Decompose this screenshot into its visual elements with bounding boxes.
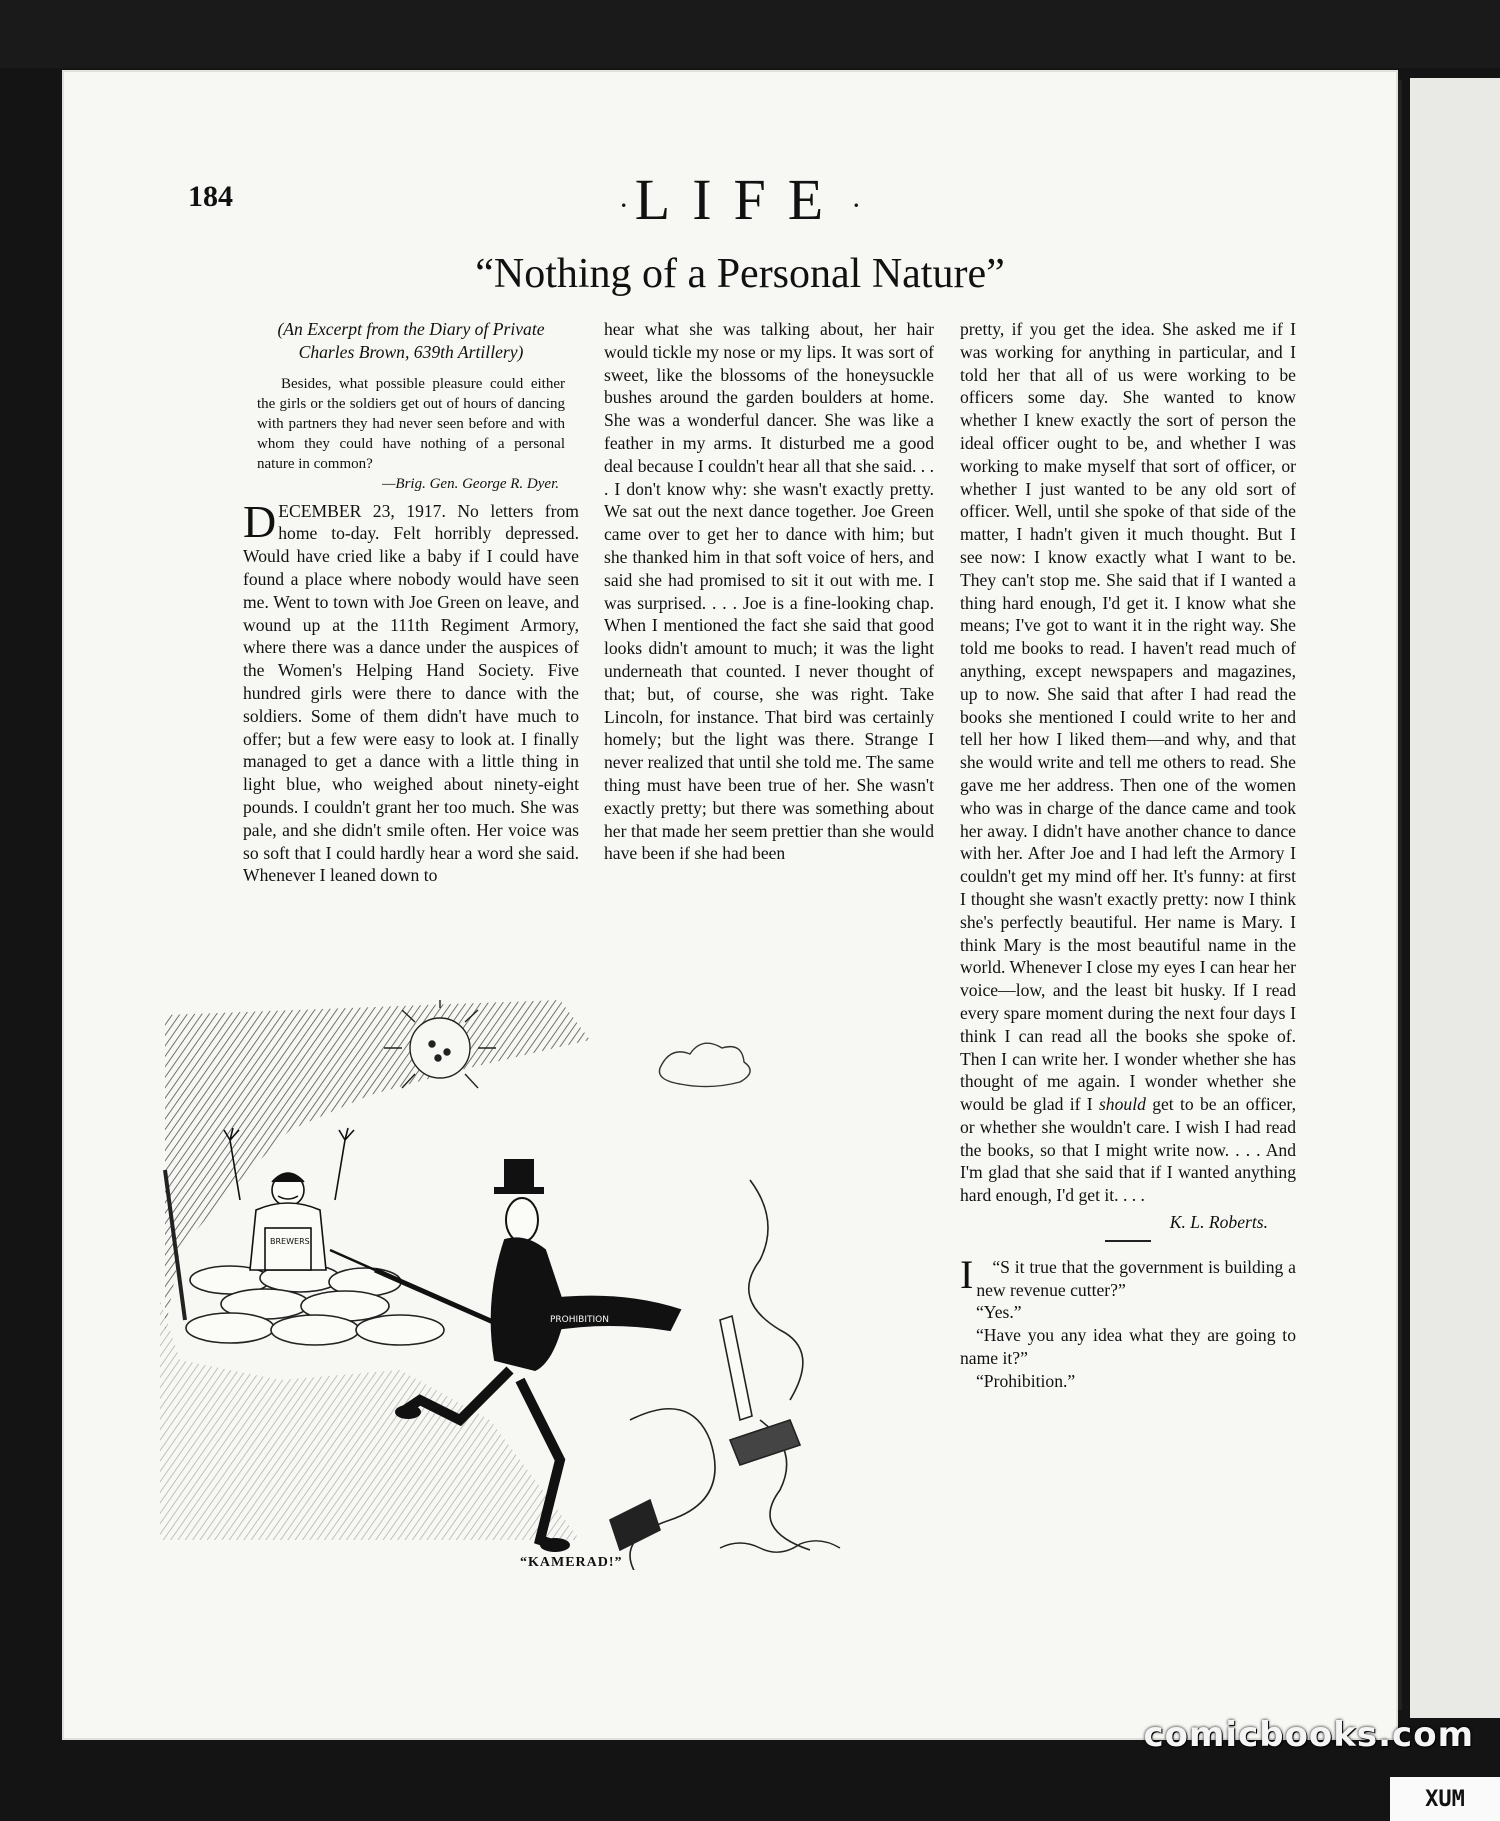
masthead-dot-right: · [851, 188, 862, 222]
joke-open-quote: “ [992, 1256, 1001, 1277]
joke-question-1: S it true that the government is building a new revenue cutter?” [976, 1256, 1296, 1300]
bottle-debris [610, 1180, 810, 1570]
sash-label: PROHIBITION [550, 1315, 609, 1325]
diary-text-3a: pretty, if you get the idea. She asked me if I was working for anything in particular, and I told her that all of us were working to be officers some day. She wanted to know whether I knew exactly the sort of person the ideal officer ought to be, and whether I was working to make myself that sort of officer, or whether I just wanted to be any old sort of officer. Well, until she spoke of that side of the matter, I hadn't given it much thought. But I see now: I know exactly what I want to be. They can't stop me. She said that if I wanted a thing hard enough, I'd get it. I know what she means; I've got to want it in the right way. She told me books to read. I haven't read much of anything, except newspapers and magazines, up to now. She said that after I had read the books she mentioned I could write to her and tell her how I liked them—and why, and that she would write and tell me others to read. She gave me her address. Then one of the women who was in charge of the dance came and took her away. I didn't have another chance to dance with her. After Joe and I had left the Armory I couldn't get my mind off her. It's funny: at first I thought she wasn't exactly pretty: now I think she's perfectly beautiful. Her name is Mary. I think Mary is the most beautiful name in the world. Whenever I close my eyes I can hear her voice—low, and the least bit husky. If I read every spare moment during the next four days I think I can read all the books she spoke of. Then I can write her. I wonder whether she has thought of me again. I wonder whether she would be glad if I [960, 319, 1296, 1115]
next-page-edge [1410, 78, 1500, 1718]
page-spine [1398, 80, 1402, 1710]
page-number: 184 [188, 180, 233, 213]
diary-text-3 [960, 318, 1296, 1207]
joke-block [960, 1251, 1296, 1393]
article-column-3 [960, 318, 1296, 1393]
artist-signature [720, 1541, 840, 1552]
masthead-dot-left: · [618, 188, 629, 222]
author-signature: K. L. Roberts. [1169, 1212, 1268, 1233]
masthead-title: LIFE [634, 167, 846, 232]
joke-drop-cap: I [960, 1251, 974, 1297]
watermark: comicbooks.com [1143, 1715, 1474, 1755]
diary-text-2: hear what she was talking about, her hair would tickle my nose or my lips. It was sort of sweet, like the blossoms of the honeysuckle bushes around the garden boulders at home. She was a wonderful dancer. She was like a feather in my arms. It disturbed me a good deal because I couldn't hear all that she said. . . . I don't know why: she wasn't exactly pretty. We sat out the next dance together. Joe Green came over to get her to dance with him; but she thanked him in that soft voice of hers, and said she had promised to sit it out with me. I was surprised. . . . Joe is a fine-looking chap. When I mentioned the fact she said that good looks didn't amount to much; it was the light underneath that counted. I never thought of that; but, of course, she was right. Take Lincoln, for instance. That bird was certainly homely; but the light was there. Strange I never realized that until she told me. The same thing must have been true of her. She wasn't exactly pretty; but there was something about her that made her seem prettier than she would have been if she had been [604, 319, 934, 864]
article-column-1 [243, 318, 579, 887]
article-headline: “Nothing of a Personal Nature” [475, 251, 1005, 297]
cartoon-caption: “KAMERAD!” [520, 1555, 623, 1570]
epigraph-attribution: —Brig. Gen. George R. Dyer. [382, 475, 559, 492]
divider-rule [1105, 1240, 1151, 1242]
drop-cap: D [243, 495, 277, 547]
joke-line-3: “Have you any idea what they are going to name it?” [960, 1325, 1296, 1369]
corner-tag: XUM [1390, 1777, 1500, 1821]
excerpt-line-2: Charles Brown, 639th Artillery) [298, 341, 524, 362]
diary-entry-part-1 [243, 495, 579, 888]
scan-border-top [0, 0, 1500, 68]
excerpt-heading [243, 318, 579, 364]
joke-line-4: “Prohibition.” [976, 1370, 1076, 1391]
diary-text-1: ECEMBER 23, 1917. No letters from home to-day. Felt horribly depressed. Would have cried like a baby if I could have found a place where nobody would have seen me. Went to town with Joe Green on leave, and wound up at the 111th Regiment Armory, where there was a dance under the auspices of the Women's Helping Hand Society. Five hundred girls were there to dance with the soldiers. Some of them didn't have much to offer; but a few were easy to look at. I finally managed to get a dance with a little thing in light blue, who weighed about ninety-eight pounds. I couldn't grant her too much. She was pale, and she didn't smile often. Her voice was so soft that I could hardly hear a word she said. Whenever I leaned down to [243, 500, 579, 886]
joke-line-1 [960, 1251, 1296, 1302]
article-column-2 [604, 318, 934, 865]
apron-label: BREWERS [270, 1237, 310, 1246]
small-cloud [659, 1043, 750, 1086]
sandbags [186, 1264, 444, 1345]
excerpt-line-1: (An Excerpt from the Diary of Private [277, 319, 545, 339]
diary-text-3b: get to be an officer, or whether she wouldn't care. I wish I had read the books, so that I might write now. . . . And I'm glad that she said that if I wanted anything hard enough, I'd get it. . . . [960, 1094, 1296, 1206]
masthead [560, 166, 920, 233]
epigraph: Besides, what possible pleasure could either the girls or the soldiers get out of hours of dancing with partners they had never seen before and with whom they could have nothing of a personal nature in common? [257, 375, 565, 472]
joke-line-2: “Yes.” [976, 1302, 1022, 1323]
emphasis-should: should [1098, 1094, 1146, 1115]
kamerad-cartoon [160, 1000, 920, 1570]
